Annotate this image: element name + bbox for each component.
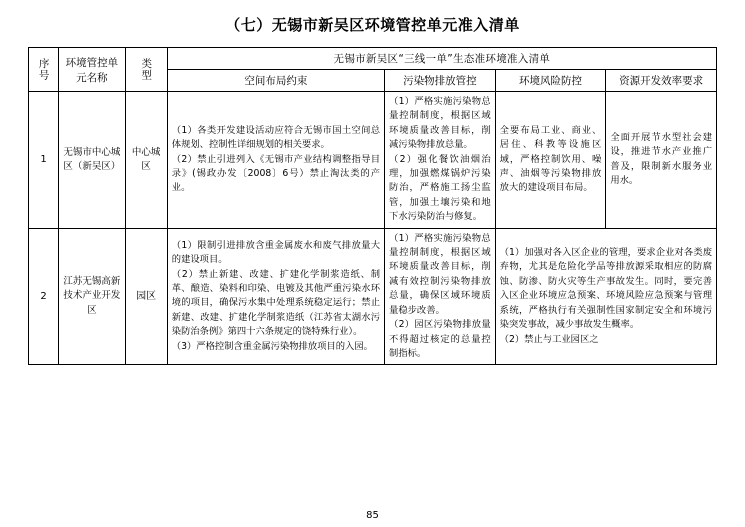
- header-col-no: 序号: [29, 48, 59, 92]
- table-row: [29, 92, 717, 229]
- header-col-resource: 资源开发效率要求: [606, 70, 717, 92]
- row-type: 园区: [125, 228, 167, 365]
- row-resource-requirement: 全面开展节水型社会建设，推进节水产业推广普及，限制新水服务业用水。: [606, 92, 717, 229]
- row-no: 2: [29, 228, 59, 365]
- header-col-space: 空间布局约束: [167, 70, 384, 92]
- header-col-risk: 环境风险防控: [495, 70, 606, 92]
- header-col-pollution: 污染物排放管控: [385, 70, 496, 92]
- row-type: 中心城区: [125, 92, 167, 229]
- header-col-unit-name: 环境管控单元名称: [59, 48, 125, 92]
- header-band-title: 无锡市新吴区“三线一单”生态准环境准入清单: [167, 48, 716, 70]
- row-risk-control: 全要布局工业、商业、居住、科教等设施区域，严格控制饮用、噪声、油烟等污染物排放放大的建设项目布局。: [495, 92, 606, 229]
- row-space-constraint: （1）各类开发建设活动应符合无锡市国土空间总体规划、控制性详细规划的相关要求。 （2）禁止引进列入《无锡市产业结构调整指导目录》(锡政办发〔2008〕6号）禁止淘汰类的产业。: [167, 92, 384, 229]
- table-header-band-row: [29, 48, 717, 70]
- header-col-type: 类型: [125, 48, 167, 92]
- row-unit-name: 江苏无锡高新技术产业开发区: [59, 228, 125, 365]
- environment-control-unit-table: [28, 47, 717, 365]
- page-number: 85: [366, 510, 379, 521]
- page-title: （七）无锡市新吴区环境管控单元准入清单: [225, 16, 520, 34]
- row-unit-name: 无锡市中心城区（新吴区）: [59, 92, 125, 229]
- row-pollution-control: （1）严格实施污染物总量控制制度，根据区域环境质量改善目标，削减污染物排放总量。 （2）强化餐饮油烟治理，加强燃煤锅炉污染防治，严格施工扬尘监管，加强土壤污染和地下水污染防治与修复。: [385, 92, 496, 229]
- row-pollution-control: （1）严格实施污染物总量控制制度，根据区域环境质量改善目标，削减有效控制污染物排放总量，确保区域环境质量稳步改善。 （2）园区污染物排放量不得超过核定的总量控制指标。: [385, 228, 496, 365]
- row-no: 1: [29, 92, 59, 229]
- table-row: [29, 228, 717, 365]
- row-space-constraint: （1）限制引进排放含重金属废水和废气排放量大的建设项目。 （2）禁止新建、改建、扩建化学制浆造纸、制革、酿造、染料和印染、电镀及其他严重污染水环境的项目，确保污水集中处理系统稳定运行；禁止新建、改建、扩建化学制浆造纸（江苏省太湖水污染防治条例》第四十六条规定的饶特殊行业）。 （3）严格控制含重金属污染物排放项目的入园。: [167, 228, 384, 365]
- row-risk-control: （1）加强对各入区企业的管理，要求企业对各类废弃物，尤其是危险化学品等排放源采取相应的防腐蚀、防渗、防火灾等生产事故发生。同时，要完善入区企业环境应急预案、环境风险应急预案与管理系统，严格执行有关强制性国家制定安全和环境污染突发事故，减少事故发生概率。 （2）禁止与工业园区之: [495, 228, 716, 365]
